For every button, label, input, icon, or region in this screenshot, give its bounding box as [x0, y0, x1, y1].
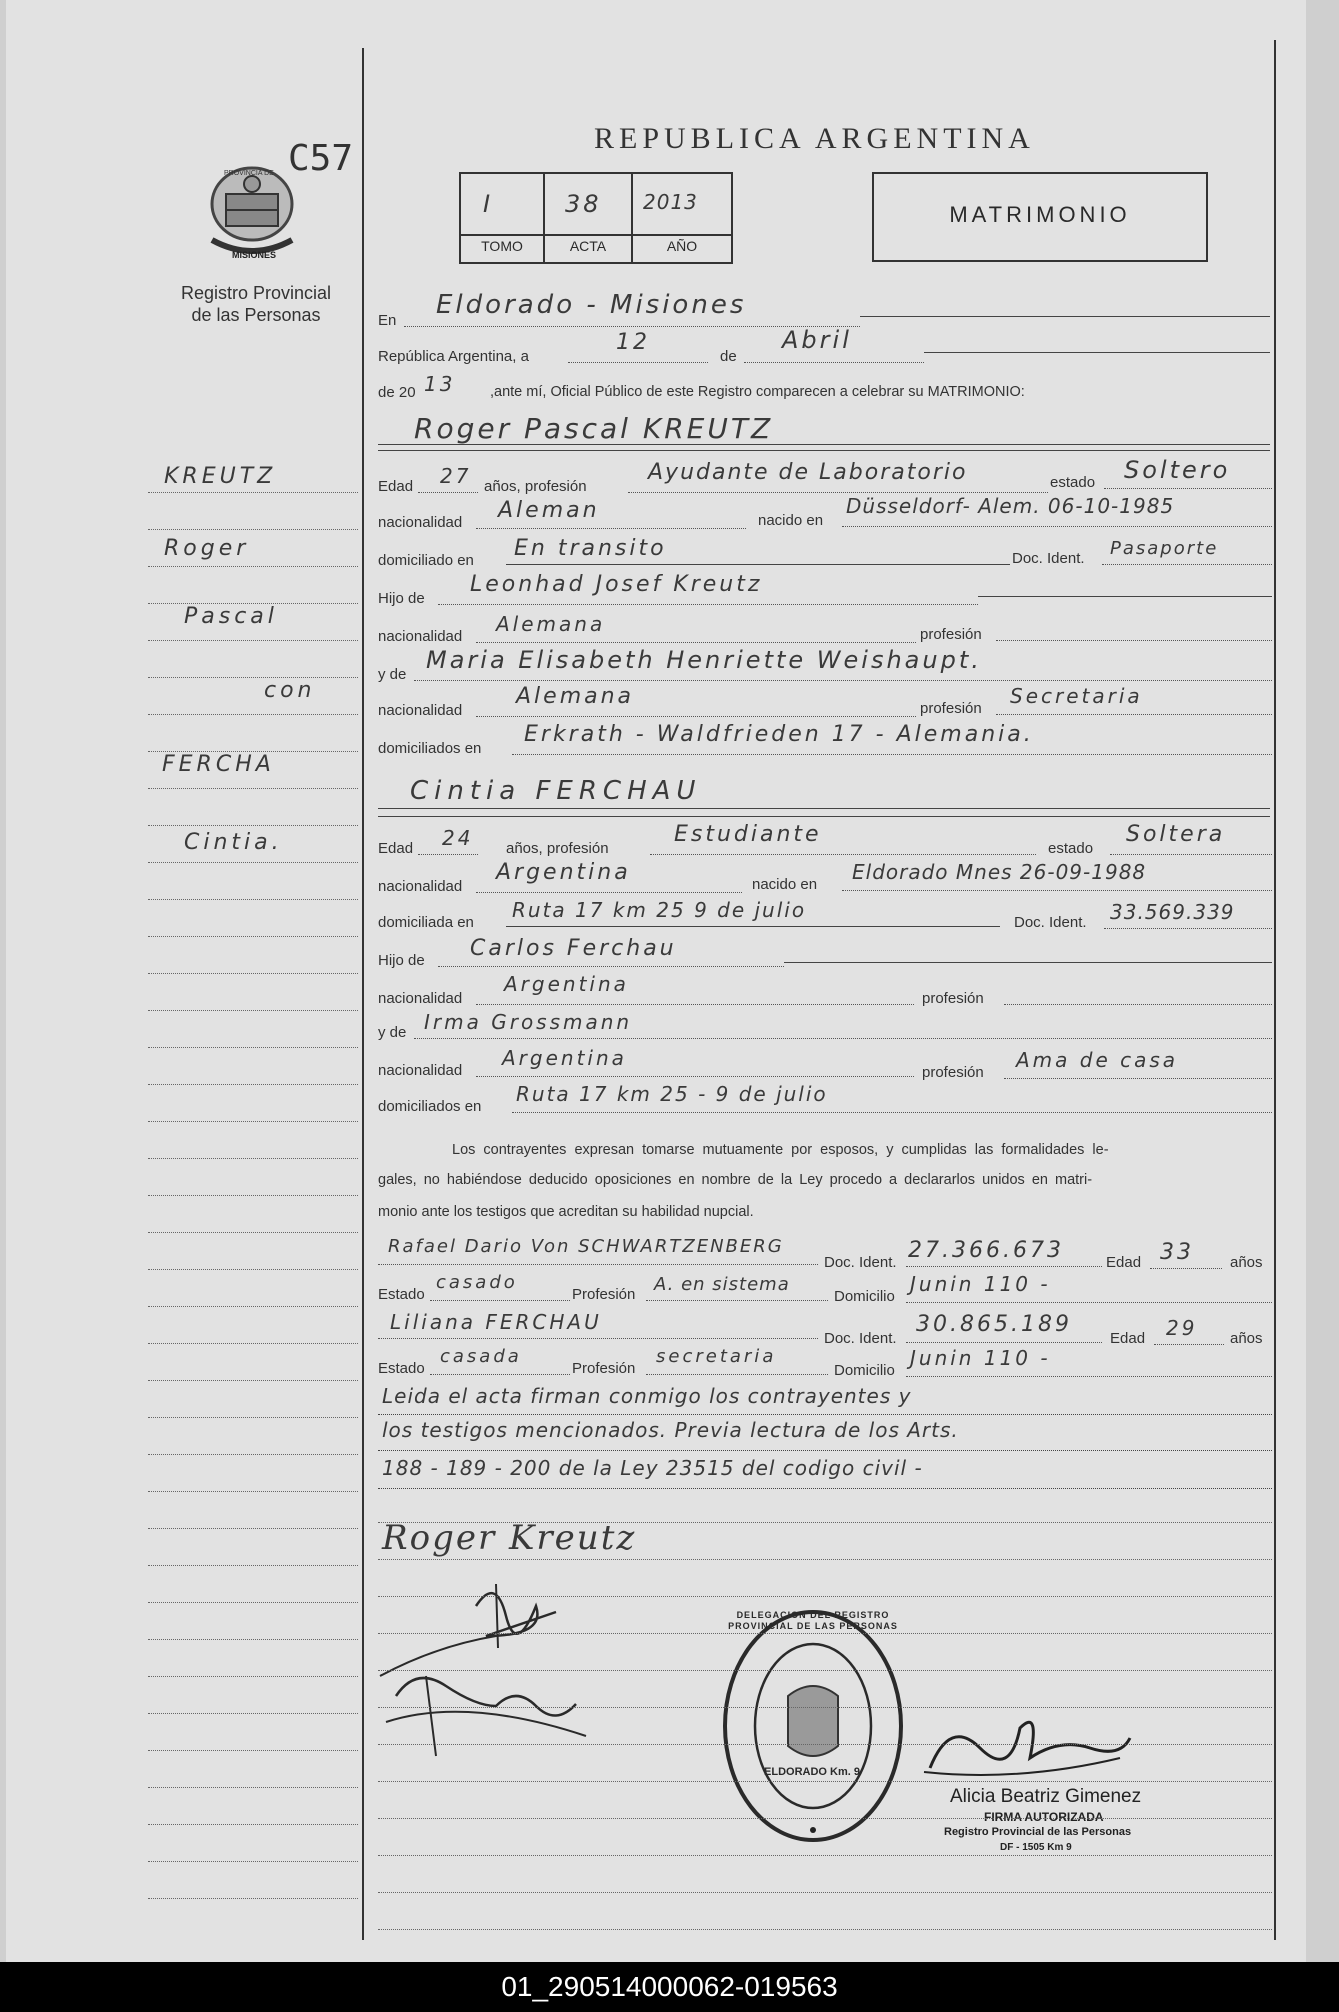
label-domiciliada-2: domiciliada en — [378, 914, 474, 931]
field-c1-padre: Leonhad Josef Kreutz — [470, 572, 763, 597]
label-edad-t1: Edad — [1106, 1254, 1142, 1271]
label-edad-t2: Edad — [1110, 1330, 1146, 1347]
margin-ruled-line — [148, 566, 358, 567]
label-edad-2: Edad — [378, 840, 414, 857]
act-type-box — [872, 172, 1208, 262]
label-anos-profesion-2: años, profesión — [506, 840, 609, 857]
official-role: FIRMA AUTORIZADA — [984, 1810, 1104, 1824]
label-domiciliados-1: domiciliados en — [378, 740, 482, 757]
label-estado-2: estado — [1048, 840, 1094, 857]
margin-ruled-line — [148, 899, 358, 900]
acta-value: 38 — [565, 190, 602, 218]
field-obs3: 188 - 189 - 200 de la Ley 23515 del codigo civil - — [382, 1456, 923, 1480]
field-c2-padre-nac: Argentina — [504, 972, 629, 996]
margin-ruled-line — [148, 751, 358, 752]
label-en: En — [378, 312, 397, 329]
registry-name-line2: de las Personas — [191, 305, 321, 325]
signature-ruled-line — [378, 1707, 1272, 1708]
field-c2-nacionalidad: Argentina — [496, 860, 631, 885]
field-c1-madre: Maria Elisabeth Henriette Weishaupt. — [426, 646, 982, 674]
label-y-de-2: y de — [378, 1024, 407, 1041]
field-c1-estado: Soltero — [1124, 456, 1231, 484]
margin-ruled-line — [148, 1084, 358, 1085]
field-c1-padre-nac: Alemana — [496, 612, 606, 636]
field-t2-doc: 30.865.189 — [916, 1312, 1072, 1337]
field-c1-nacido: Düsseldorf- Alem. 06-10-1985 — [846, 494, 1175, 518]
label-estado-1: estado — [1050, 474, 1096, 491]
field-c2-domicilio: Ruta 17 km 25 9 de julio — [512, 898, 807, 922]
country-title: REPUBLICA ARGENTINA — [594, 122, 1035, 155]
margin-ruled-line — [148, 1602, 358, 1603]
label-hijo-de-2: Hijo de — [378, 952, 425, 969]
field-c1-madre-nac: Alemana — [516, 684, 635, 709]
field-c2-estado: Soltera — [1126, 822, 1226, 847]
signature-ruled-line — [378, 1559, 1272, 1560]
signature-ruled-line — [378, 1892, 1272, 1893]
margin-ruled-line — [148, 1306, 358, 1307]
label-nacido-1: nacido en — [758, 512, 824, 529]
label-doc-t1: Doc. Ident. — [824, 1254, 897, 1271]
label-profesion-t1: Profesión — [572, 1286, 636, 1303]
margin-ruled-line — [148, 1750, 358, 1751]
signature-ruled-line — [378, 1744, 1272, 1745]
official-oval-stamp — [718, 1606, 908, 1846]
label-ante-mi: ,ante mí, Oficial Público de este Registro comparecen a celebrar su MATRIMONIO: — [490, 384, 1025, 400]
record-number-box — [459, 172, 733, 264]
margin-ruled-line — [148, 1861, 358, 1862]
page-code: C57 — [288, 138, 354, 179]
field-contrayente2: Cintia FERCHAU — [410, 776, 702, 806]
signature-ruled-line — [378, 1670, 1272, 1671]
label-de: de — [720, 348, 737, 365]
field-dia: 12 — [616, 330, 650, 355]
field-t1-domicilio: Junin 110 - — [910, 1272, 1051, 1296]
field-t1-profesion: A. en sistema — [654, 1274, 790, 1295]
label-domicilio-t1: Domicilio — [834, 1288, 895, 1305]
margin-surname1: KREUTZ — [164, 464, 277, 489]
label-domiciliado-1: domiciliado en — [378, 552, 474, 569]
label-doc-1: Doc. Ident. — [1012, 550, 1085, 567]
label-profesion-t2: Profesión — [572, 1360, 636, 1377]
text-paragraph-line3: monio ante los testigos que acreditan su habilidad nupcial. — [378, 1204, 754, 1220]
acta-label: ACTA — [569, 238, 607, 254]
certificate-page — [6, 0, 1306, 1962]
signature-ruled-line — [378, 1596, 1272, 1597]
scan-id-footer: 01_290514000062-019563 — [0, 1962, 1339, 2012]
stamp-center-text: ELDORADO Km. 9 — [764, 1766, 860, 1778]
label-doc-2: Doc. Ident. — [1014, 914, 1087, 931]
field-t1-estado: casado — [436, 1272, 518, 1293]
signature-scribbles — [376, 1576, 616, 1776]
label-nacionalidad-1b: nacionalidad — [378, 628, 463, 645]
margin-ruled-line — [148, 1491, 358, 1492]
margin-ruled-line — [148, 677, 358, 678]
field-c1-edad: 27 — [440, 464, 472, 488]
label-profesion-1: profesión — [920, 626, 982, 643]
margin-name1b: Pascal — [184, 604, 278, 629]
label-de20: de 20 — [378, 384, 416, 401]
label-y-de-1: y de — [378, 666, 407, 683]
text-paragraph-line2: gales, no habiéndose deducido oposiciones en nombre de la Ley procedo a declararlos unidos en matri- — [378, 1172, 1093, 1188]
field-t1-edad: 33 — [1160, 1240, 1194, 1265]
label-anos-t2: años — [1230, 1330, 1263, 1347]
field-t1-nombre: Rafael Dario Von SCHWARTZENBERG — [388, 1236, 784, 1257]
field-c2-nacido: Eldorado Mnes 26-09-1988 — [852, 860, 1147, 884]
margin-ruled-line — [148, 1417, 358, 1418]
label-nacionalidad-2b: nacionalidad — [378, 990, 463, 1007]
label-estado-t2: Estado — [378, 1360, 425, 1377]
margin-ruled-line — [148, 1713, 358, 1714]
field-c1-nacionalidad: Aleman — [498, 498, 600, 523]
signature-ruled-line — [378, 1522, 1272, 1523]
label-profesion-1b: profesión — [920, 700, 982, 717]
text-paragraph-line1: Los contrayentes expresan tomarse mutuamente por esposos, y cumplidas las formalidades le- — [452, 1142, 1109, 1158]
margin-name1a: Roger — [164, 536, 250, 561]
signature-ruled-line — [378, 1781, 1272, 1782]
field-t1-doc: 27.366.673 — [908, 1238, 1064, 1263]
field-c1-madre-prof: Secretaria — [1010, 684, 1143, 708]
label-nacionalidad-1: nacionalidad — [378, 514, 463, 531]
label-profesion-2: profesión — [922, 990, 984, 1007]
margin-con: con — [264, 678, 316, 703]
tomo-value: I — [483, 190, 494, 218]
margin-ruled-line — [148, 492, 358, 493]
margin-ruled-line — [148, 1195, 358, 1196]
field-contrayente1: Roger Pascal KREUTZ — [414, 412, 774, 445]
margin-ruled-line — [148, 603, 358, 604]
margin-ruled-line — [148, 1047, 358, 1048]
label-doc-t2: Doc. Ident. — [824, 1330, 897, 1347]
registry-name-line1: Registro Provincial — [180, 283, 332, 303]
field-t2-domicilio: Junin 110 - — [910, 1346, 1051, 1370]
margin-ruled-line — [148, 1269, 358, 1270]
field-c2-padres-dom: Ruta 17 km 25 - 9 de julio — [516, 1082, 828, 1106]
coat-of-arms-icon — [206, 164, 298, 270]
label-nacionalidad-2c: nacionalidad — [378, 1062, 463, 1079]
seal-label-bottom: MISIONES — [232, 250, 277, 260]
margin-ruled-line — [148, 788, 358, 789]
margin-surname2: FERCHA — [162, 752, 275, 777]
label-estado-t1: Estado — [378, 1286, 425, 1303]
margin-ruled-line — [148, 936, 358, 937]
act-type-label: MATRIMONIO — [949, 202, 1131, 227]
field-c1-padres-dom: Erkrath - Waldfrieden 17 - Alemania. — [524, 722, 1034, 747]
official-place: DF - 1505 Km 9 — [1000, 1842, 1072, 1853]
tomo-label: TOMO — [481, 238, 523, 254]
margin-ruled-line — [148, 1380, 358, 1381]
margin-ruled-line — [148, 1898, 358, 1899]
field-t2-profesion: secretaria — [656, 1346, 777, 1367]
label-nacido-2: nacido en — [752, 876, 818, 893]
label-edad-1: Edad — [378, 478, 414, 495]
margin-ruled-line — [148, 973, 358, 974]
seal-label-top: PROVINCIA DE — [224, 170, 274, 177]
label-domiciliados-2: domiciliados en — [378, 1098, 482, 1115]
margin-ruled-line — [148, 529, 358, 530]
label-anos-profesion-1: años, profesión — [484, 478, 587, 495]
field-mes: Abril — [782, 326, 852, 354]
margin-ruled-line — [148, 1343, 358, 1344]
field-t2-edad: 29 — [1166, 1316, 1198, 1340]
signature-ruled-line — [378, 1929, 1272, 1930]
margin-ruled-line — [148, 825, 358, 826]
margin-ruled-line — [148, 1565, 358, 1566]
margin-ruled-line — [148, 1121, 358, 1122]
margin-ruled-line — [148, 1824, 358, 1825]
signature-ruled-line — [378, 1633, 1272, 1634]
label-anos-t1: años — [1230, 1254, 1263, 1271]
field-t2-estado: casada — [440, 1346, 522, 1367]
label-profesion-2b: profesión — [922, 1064, 984, 1081]
field-lugar: Eldorado - Misiones — [436, 290, 747, 320]
left-divider — [362, 48, 364, 1940]
field-obs2: los testigos mencionados. Previa lectura de los Arts. — [382, 1418, 959, 1442]
signature-ruled-line — [378, 1818, 1272, 1819]
signature-ruled-line — [378, 1855, 1272, 1856]
official-org: Registro Provincial de las Personas — [944, 1826, 1132, 1838]
margin-ruled-line — [148, 1528, 358, 1529]
right-border — [1274, 40, 1276, 1940]
field-c2-doc: 33.569.339 — [1110, 900, 1235, 924]
field-c1-domicilio: En transito — [514, 536, 667, 561]
signature-groom: Roger Kreutz — [382, 1518, 637, 1558]
field-anio2: 13 — [424, 372, 456, 396]
margin-ruled-line — [148, 862, 358, 863]
field-c1-doc: Pasaporte — [1110, 538, 1219, 559]
field-c2-padre: Carlos Ferchau — [470, 936, 677, 961]
margin-ruled-line — [148, 1676, 358, 1677]
margin-ruled-line — [148, 1232, 358, 1233]
margin-ruled-line — [148, 1787, 358, 1788]
field-c2-madre-nac: Argentina — [502, 1046, 627, 1070]
official-signature — [920, 1698, 1140, 1788]
field-c1-profesion: Ayudante de Laboratorio — [648, 460, 968, 485]
stamp-ring-text: DELEGACION DEL REGISTRO PROVINCIAL DE LAS PERSONAS — [728, 1610, 898, 1631]
label-nacionalidad-1c: nacionalidad — [378, 702, 463, 719]
field-obs1: Leida el acta firman conmigo los contrayentes y — [382, 1384, 912, 1408]
margin-ruled-line — [148, 1010, 358, 1011]
label-domicilio-t2: Domicilio — [834, 1362, 895, 1379]
field-c2-edad: 24 — [442, 826, 474, 850]
label-republica: República Argentina, a — [378, 348, 529, 365]
margin-ruled-line — [148, 1454, 358, 1455]
field-t2-nombre: Liliana FERCHAU — [390, 1310, 602, 1334]
label-nacionalidad-2: nacionalidad — [378, 878, 463, 895]
field-c2-profesion: Estudiante — [674, 822, 822, 847]
official-name: Alicia Beatriz Gimenez — [950, 1786, 1142, 1807]
field-c2-madre-prof: Ama de casa — [1016, 1048, 1179, 1072]
margin-name2: Cintia. — [184, 830, 283, 855]
margin-ruled-line — [148, 714, 358, 715]
field-c2-madre: Irma Grossmann — [424, 1010, 633, 1034]
anio-value: 2013 — [643, 190, 698, 214]
margin-ruled-line — [148, 640, 358, 641]
anio-label: AÑO — [666, 238, 698, 254]
margin-ruled-line — [148, 1639, 358, 1640]
margin-ruled-line — [148, 1158, 358, 1159]
label-hijo-de-1: Hijo de — [378, 590, 425, 607]
